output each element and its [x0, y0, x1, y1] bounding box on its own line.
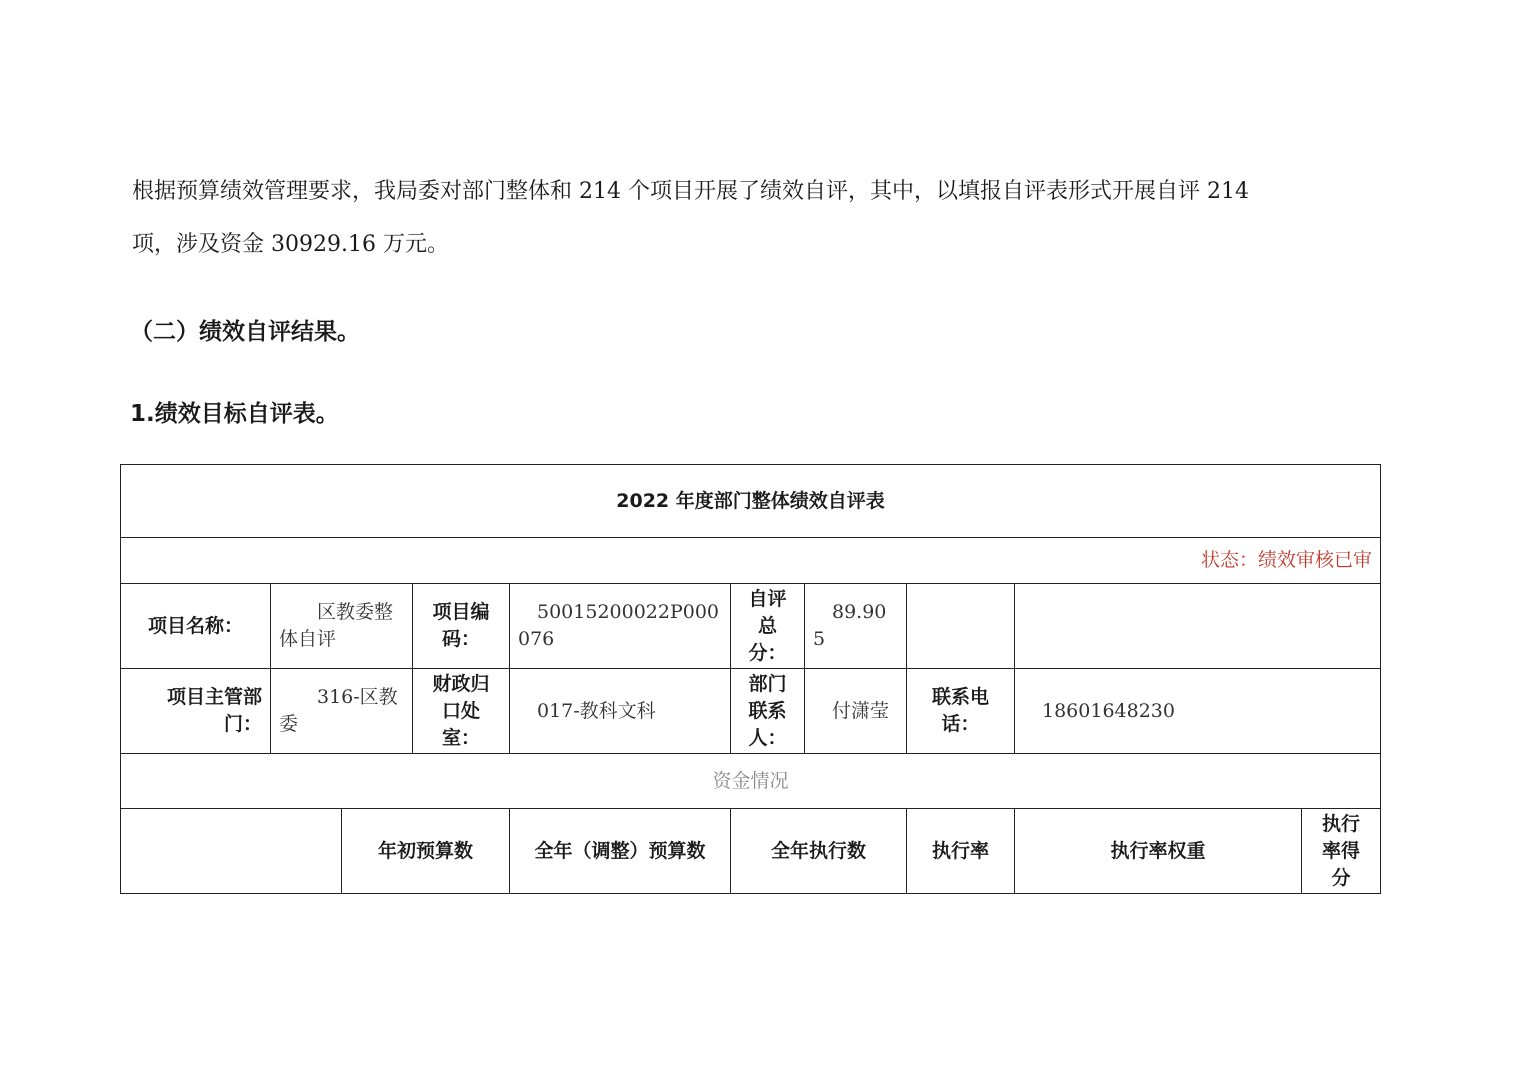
col-execution-rate: 执行率 — [907, 809, 1015, 894]
intro-line-2: 项，涉及资金 30929.16 万元。 — [132, 232, 449, 257]
sub-heading: 1.绩效目标自评表。 — [130, 401, 339, 427]
empty-cell — [1015, 584, 1381, 669]
office-label: 财政归口处室： — [413, 669, 510, 754]
project-code-label: 项目编码： — [413, 584, 510, 669]
col-initial-budget: 年初预算数 — [342, 809, 510, 894]
phone-label: 联系电话： — [907, 669, 1015, 754]
section-heading: （二）绩效自评结果。 — [130, 319, 360, 345]
dept-label: 项目主管部门： — [121, 669, 271, 754]
phone-value: 18601648230 — [1015, 669, 1381, 754]
dept-value: 316-区教委 — [271, 669, 413, 754]
status-text: 状态：绩效审核已审 — [121, 538, 1381, 584]
office-value: 017-教科文科 — [510, 669, 731, 754]
col-rate-weight: 执行率权重 — [1015, 809, 1302, 894]
table-title: 2022 年度部门整体绩效自评表 — [121, 465, 1381, 538]
contact-value: 付潇莹 — [805, 669, 907, 754]
score-label: 自评总分： — [731, 584, 805, 669]
project-name-value: 区教委整体自评 — [271, 584, 413, 669]
project-name-label: 项目名称： — [121, 584, 271, 669]
funding-blank-cell — [121, 809, 342, 894]
col-adjusted-budget: 全年（调整）预算数 — [510, 809, 731, 894]
score-value: 89.905 — [805, 584, 907, 669]
funding-header: 资金情况 — [121, 754, 1381, 809]
col-rate-score: 执行率得分 — [1302, 809, 1381, 894]
intro-line-1: 根据预算绩效管理要求，我局委对部门整体和 214 个项目开展了绩效自评，其中，以填报自评表形式开展自评 214 — [132, 179, 1249, 204]
intro-paragraph — [132, 165, 1392, 271]
project-code-value: 50015200022P000076 — [510, 584, 731, 669]
contact-label: 部门联系人： — [731, 669, 805, 754]
performance-table — [120, 464, 1381, 894]
col-annual-execution: 全年执行数 — [731, 809, 907, 894]
empty-cell — [907, 584, 1015, 669]
